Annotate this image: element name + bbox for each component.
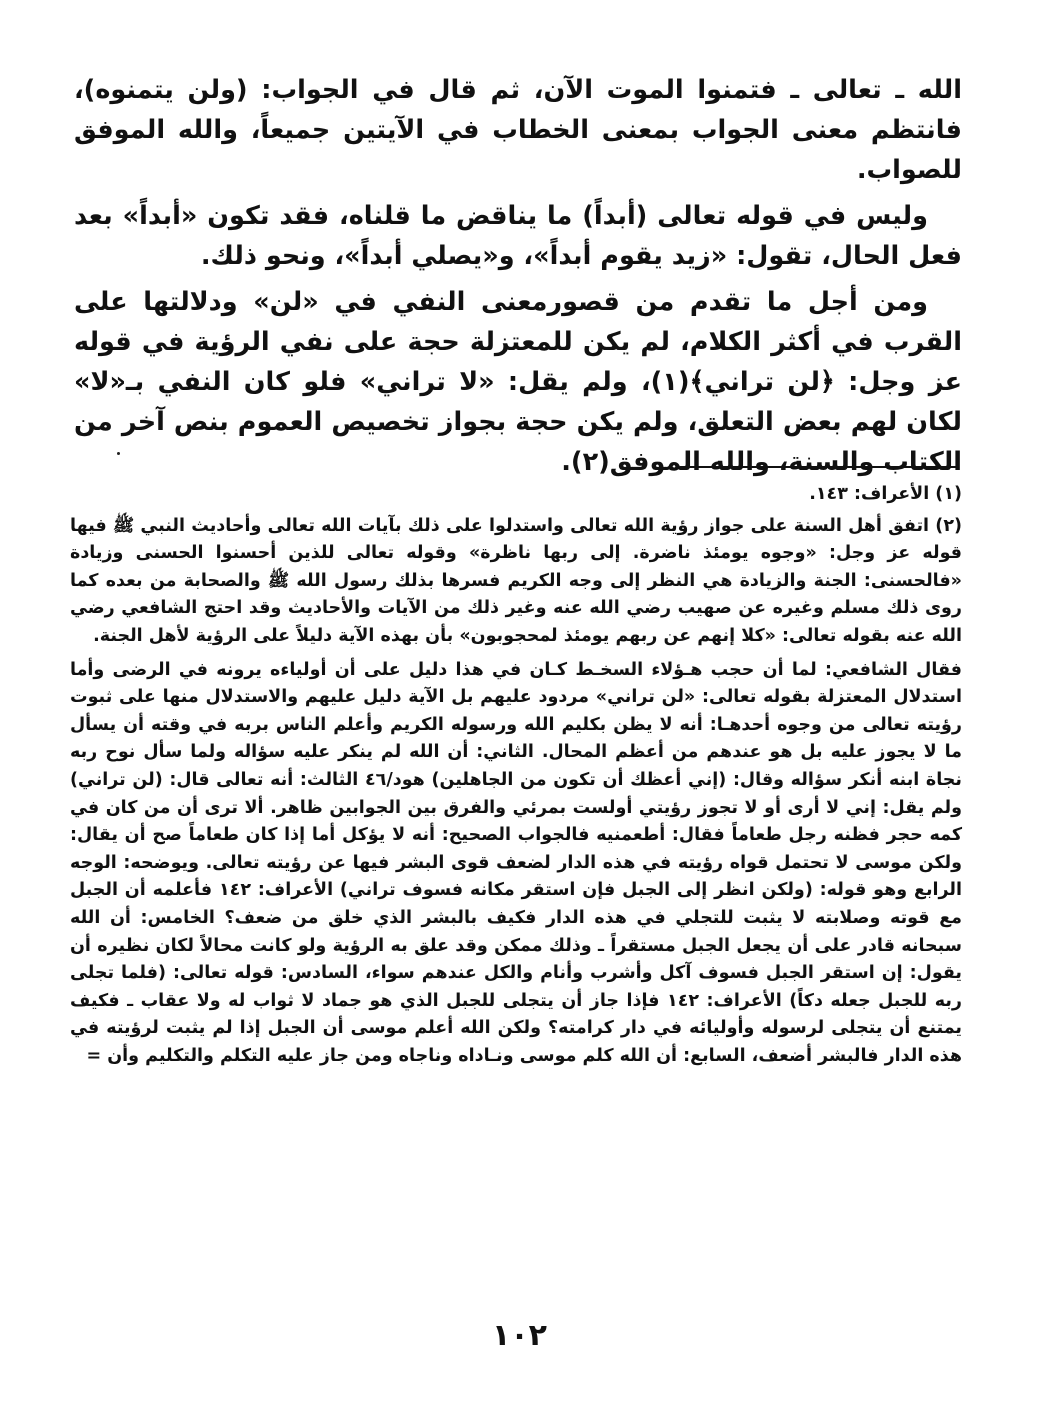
main-paragraph-1: الله ـ تعالى ـ فتمنوا الموت الآن، ثم قال في الجواب: (ولن يتمنوه)، فانتظم معنى الجواب بمعنى الخطاب في الآيتين جميعاً، والله الموفق للصواب.	[74, 75, 962, 185]
main-text	[74, 70, 962, 488]
footnotes	[70, 481, 962, 1070]
main-paragraph-3: ومن أجل ما تقدم من قصورمعنى النفي في «لن» ودلالتها على القرب في أكثر الكلام، لم يكن للمعتزلة حجة على نفي الرؤية في قوله عز وجل: ﴿لن تراني﴾(١)، ولم يقل: «لا تراني» فلو كان النفي بـ«لا» لكان لهم بعض التعلق، ولم يكن حجة بجواز تخصيص العموم بنص آخر من الكتاب والسنة، والله الموفق(٢).	[74, 287, 962, 477]
page-number: ١٠٢	[492, 1318, 547, 1353]
main-paragraph-2: وليس في قوله تعالى (أبداً) ما يناقض ما قلناه، فقد تكون «أبداً» بعد فعل الحال، تقول: «زيد يقوم أبداً»، و«يصلي أبداً»، ونحو ذلك.	[74, 201, 962, 271]
footnote-2: (٢) اتفق أهل السنة على جواز رؤية الله تعالى واستدلوا على ذلك بآيات الله تعالى وأحاديث النبي ﷺ فيها قوله عز وجل: «وجوه يومئذ ناضرة. إلى ربها ناظرة» وقوله تعالى للذين أحسنوا الحسنى وزيادة «فالحسنى: الجنة والزيادة هي النظر إلى وجه الكريم فسرها بذلك رسول الله ﷺ والصحابة من بعده كما روى ذلك مسلم وغيره عن صهيب رضي الله عنه وغير ذلك من الآيات والأحاديث وقد احتج الشافعي رضي الله عنه بقوله تعالى: «كلا إنهم عن ربهم يومئذ لمحجوبون» بأن بهذه الآية دليلاً على الرؤية لأهل الجنة.	[70, 515, 962, 646]
print-speck	[117, 452, 120, 455]
footnote-separator	[680, 466, 958, 468]
footnote-2-continuation: فقال الشافعي: لما أن حجب هـؤلاء السخـط كـان في هذا دليل على أن أولياءه يرونه في الرضى وأما استدلال المعتزلة بقوله تعالى: «لن تراني» مردود عليهم بل الآية دليل عليهم والاستدلال منها على ثبوت رؤيته تعالى من وجوه أحدهـا: أنه لا يظن بكليم الله ورسوله الكريم وأعلم الناس بربه في وقته أن يسأل ما لا يجوز عليه بل هو عندهم من أعظم المحال. الثاني: أن الله لم ينكر عليه سؤاله ولما سأل نوح ربه نجاة ابنه أنكر سؤاله وقال: (إني أعظك أن تكون من الجاهلين) هود/٤٦ الثالث: أنه تعالى قال: (لن تراني) ولم يقل: إني لا أرى أو لا تجوز رؤيتي أولست بمرئي والفرق بين الجوابين ظاهر. ألا ترى أن من كان في كمه حجر فظنه رجل طعاماً فقال: أطعمنيه فالجواب الصحيح: أنه لا يؤكل أما إذا كان طعاماً صح أن يقال: ولكن موسى لا تحتمل قواه رؤيته في هذه الدار لضعف قوى البشر فيها عن رؤيته تعالى. ويوضحه: الوجه الرابع وهو قوله: (ولكن انظر إلى الجبل فإن استقر مكانه فسوف تراني) الأعراف: ١٤٢ فأعلمه أن الجبل مع قوته وصلابته لا يثبت للتجلي في هذه الدار فكيف بالبشر الذي خلق من ضعف؟ الخامس: أن الله سبحانه قادر على أن يجعل الجبل مستقراً ـ وذلك ممكن وقد علق به الرؤية ولو كانت محالاً لكان نظيره أن يقول: إن استقر الجبل فسوف آكل وأشرب وأنام والكل عندهم سواء، السادس: قوله تعالى: (فلما تجلى ربه للجبل جعله دكاً) الأعراف: ١٤٢ فإذا جاز أن يتجلى للجبل الذي هو جماد لا ثواب له ولا عقاب ـ فكيف يمتنع أن يتجلى لرسوله وأوليائه في دار كرامته؟ ولكن الله أعلم موسى أن الجبل إذا لم يثبت لرؤيته في هذه الدار فالبشر أضعف، السابع: أن الله كلم موسى ونـاداه وناجاه ومن جاز عليه التكلم والتكليم وأن =	[70, 659, 962, 1066]
footnote-1: (١) الأعراف: ١٤٣.	[809, 484, 962, 504]
